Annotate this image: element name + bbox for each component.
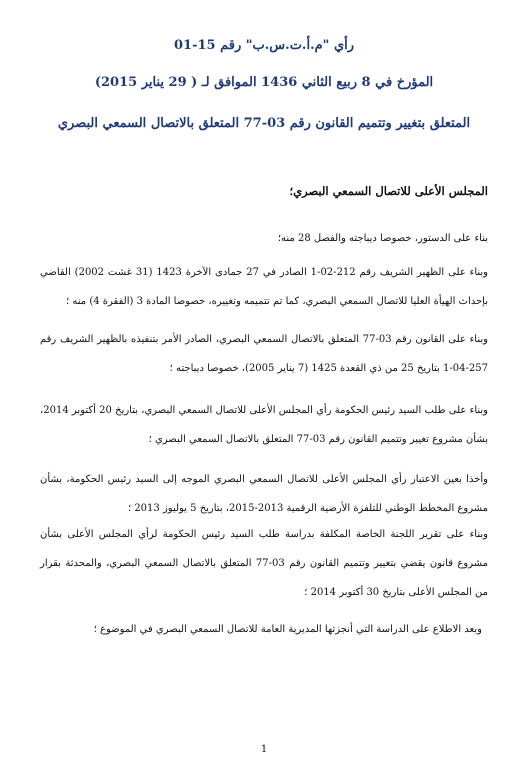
council-heading: المجلس الأعلى للاتصال السمعي البصري؛ [289,184,488,198]
paragraph-study-review: وبعد الاطلاع على الدراسة التي أنجزتها المديرية العامة للاتصال السمعي البصري في الموضوع ؛ [93,624,482,635]
opinion-subject-line: المتعلق بتغيير وتتميم القانون رقم 03-77 المتعلق بالاتصال السمعي البصري [57,116,471,131]
opinion-number-title: رأي "م.أ.ت.س.ب" رقم 15-01 [173,38,355,53]
paragraph-law-03-77: وبناء على القانون رقم 03-77 المتعلق بالاتصال السمعي البصري، الصادر الأمر بتنفيذه بالظهير الشريف رقم 257-04-1 بتاريخ 25 من ذي القعدة 1425 (7 يناير 2005)، خصوصا ديباجته ؛ [40,334,488,374]
paragraph-digital-tv-plan: وأخذا بعين الاعتبار رأي المجلس الأعلى للاتصال السمعي البصري الموجه إلى السيد رئيس الحكومة، بشأن مشروع المخطط الوطني للتلفزة الأرضية الرقمية 2013-2015، بتاريخ 5 يوليوز 2013 ؛ [40,474,488,514]
page-number: 1 [260,744,268,755]
paragraph-constitution: بناء على الدستور، خصوصا ديباجته والفصل 28 منه؛ [277,233,488,244]
paragraph-committee-report: وبناء على تقرير اللجنة الخاصة المكلفة بدراسة طلب السيد رئيس الحكومة لرأي المجلس الأعلى بشأن مشروع قانون يقضي بتغيير وتتميم القانون رقم 03-77 المتعلق بالاتصال السمعي البصري، والمحدثة بقرار من المجلس الأعلى بتاريخ 30 أكتوبر 2014 ؛ [40,529,488,598]
paragraph-government-request: وبناء على طلب السيد رئيس الحكومة رأي المجلس الأعلى للاتصال السمعي البصري، بتاريخ 20 أكتوبر 2014، بشأن مشروع تغيير وتتميم القانون رقم 03-77 المتعلق بالاتصال السمعي البصري ؛ [40,405,488,445]
opinion-date-line: المؤرخ في 8 ربيع الثاني 1436 الموافق لـ ( 29 يناير 2015) [94,75,434,90]
paragraph-dahir: وبناء على الظهير الشريف رقم 212-02-1 الصادر في 27 جمادى الآخرة 1423 (31 غشت 2002) القاضي بإحداث الهيأة العليا للاتصال السمعي البصري، كما تم تتميمه وتغييره، خصوصا المادة 3 (الفقرة 4) منه ؛ [40,267,489,307]
